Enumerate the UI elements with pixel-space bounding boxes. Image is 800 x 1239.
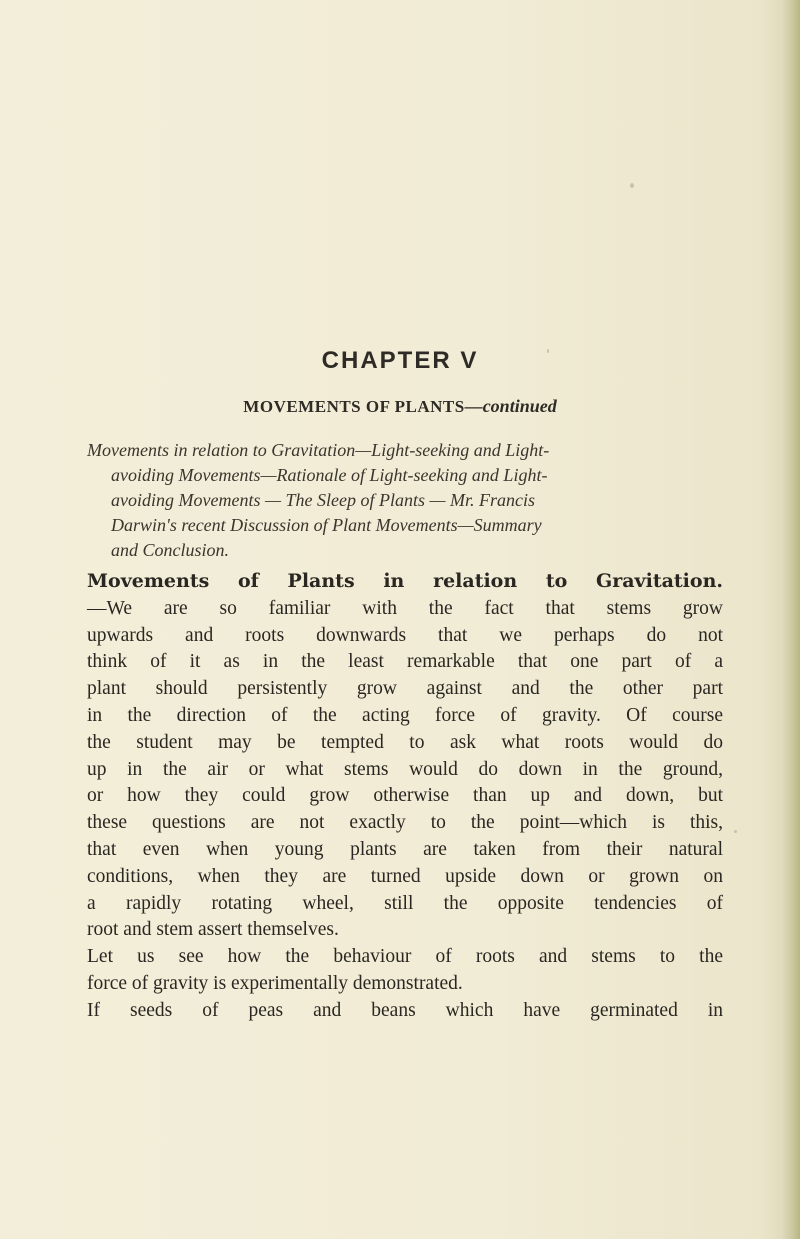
section-title-continued: —continued — [464, 396, 557, 416]
body-line: If seeds of peas and beans which have germinated in — [87, 999, 723, 1021]
body-line: —We are so familiar with the fact that stems grow — [87, 597, 723, 619]
body-text — [87, 568, 723, 1025]
summary-line: and Conclusion. — [111, 540, 230, 560]
body-line: think of it as in the least remarkable that one part of a — [87, 651, 723, 673]
summary-line: Movements in relation to Gravitation—Light-seeking and Light- — [87, 440, 550, 460]
body-line: a rapidly rotating wheel, still the opposite tendencies of — [87, 892, 723, 914]
body-line: up in the air or what stems would do down in the ground, — [87, 758, 723, 780]
page-edge-shadow — [782, 0, 800, 1239]
summary-line: Darwin's recent Discussion of Plant Movements—Summary — [111, 515, 542, 535]
body-line: in the direction of the acting force of gravity. Of course — [87, 704, 723, 726]
body-line: that even when young plants are taken from their natural — [87, 838, 723, 860]
chapter-summary — [87, 438, 720, 563]
paper-speck — [734, 830, 737, 833]
summary-line: avoiding Movements — The Sleep of Plants — Mr. Francis — [111, 490, 535, 510]
body-line: the student may be tempted to ask what roots would do — [87, 731, 723, 753]
summary-line: avoiding Movements—Rationale of Light-seeking and Light- — [111, 465, 548, 485]
body-line: or how they could grow otherwise than up and down, but — [87, 785, 723, 807]
body-line: upwards and roots downwards that we perhaps do not — [87, 624, 723, 646]
paragraph-heading: Movements of Plants in relation to Gravitation. — [87, 570, 723, 592]
body-line: root and stem assert themselves. — [87, 919, 339, 941]
paper-speck — [630, 183, 634, 188]
section-title — [0, 396, 800, 417]
body-line: plant should persistently grow against and the other part — [87, 678, 723, 700]
body-line: these questions are not exactly to the point—which is this, — [87, 812, 723, 834]
section-title-text: MOVEMENTS OF PLANTS — [243, 397, 465, 416]
body-line: conditions, when they are turned upside down or grown on — [87, 865, 723, 887]
body-line: force of gravity is experimentally demonstrated. — [87, 972, 463, 994]
body-line — [87, 568, 723, 596]
body-line: Let us see how the behaviour of roots and stems to the — [87, 946, 723, 968]
chapter-title: CHAPTER V — [321, 347, 479, 374]
